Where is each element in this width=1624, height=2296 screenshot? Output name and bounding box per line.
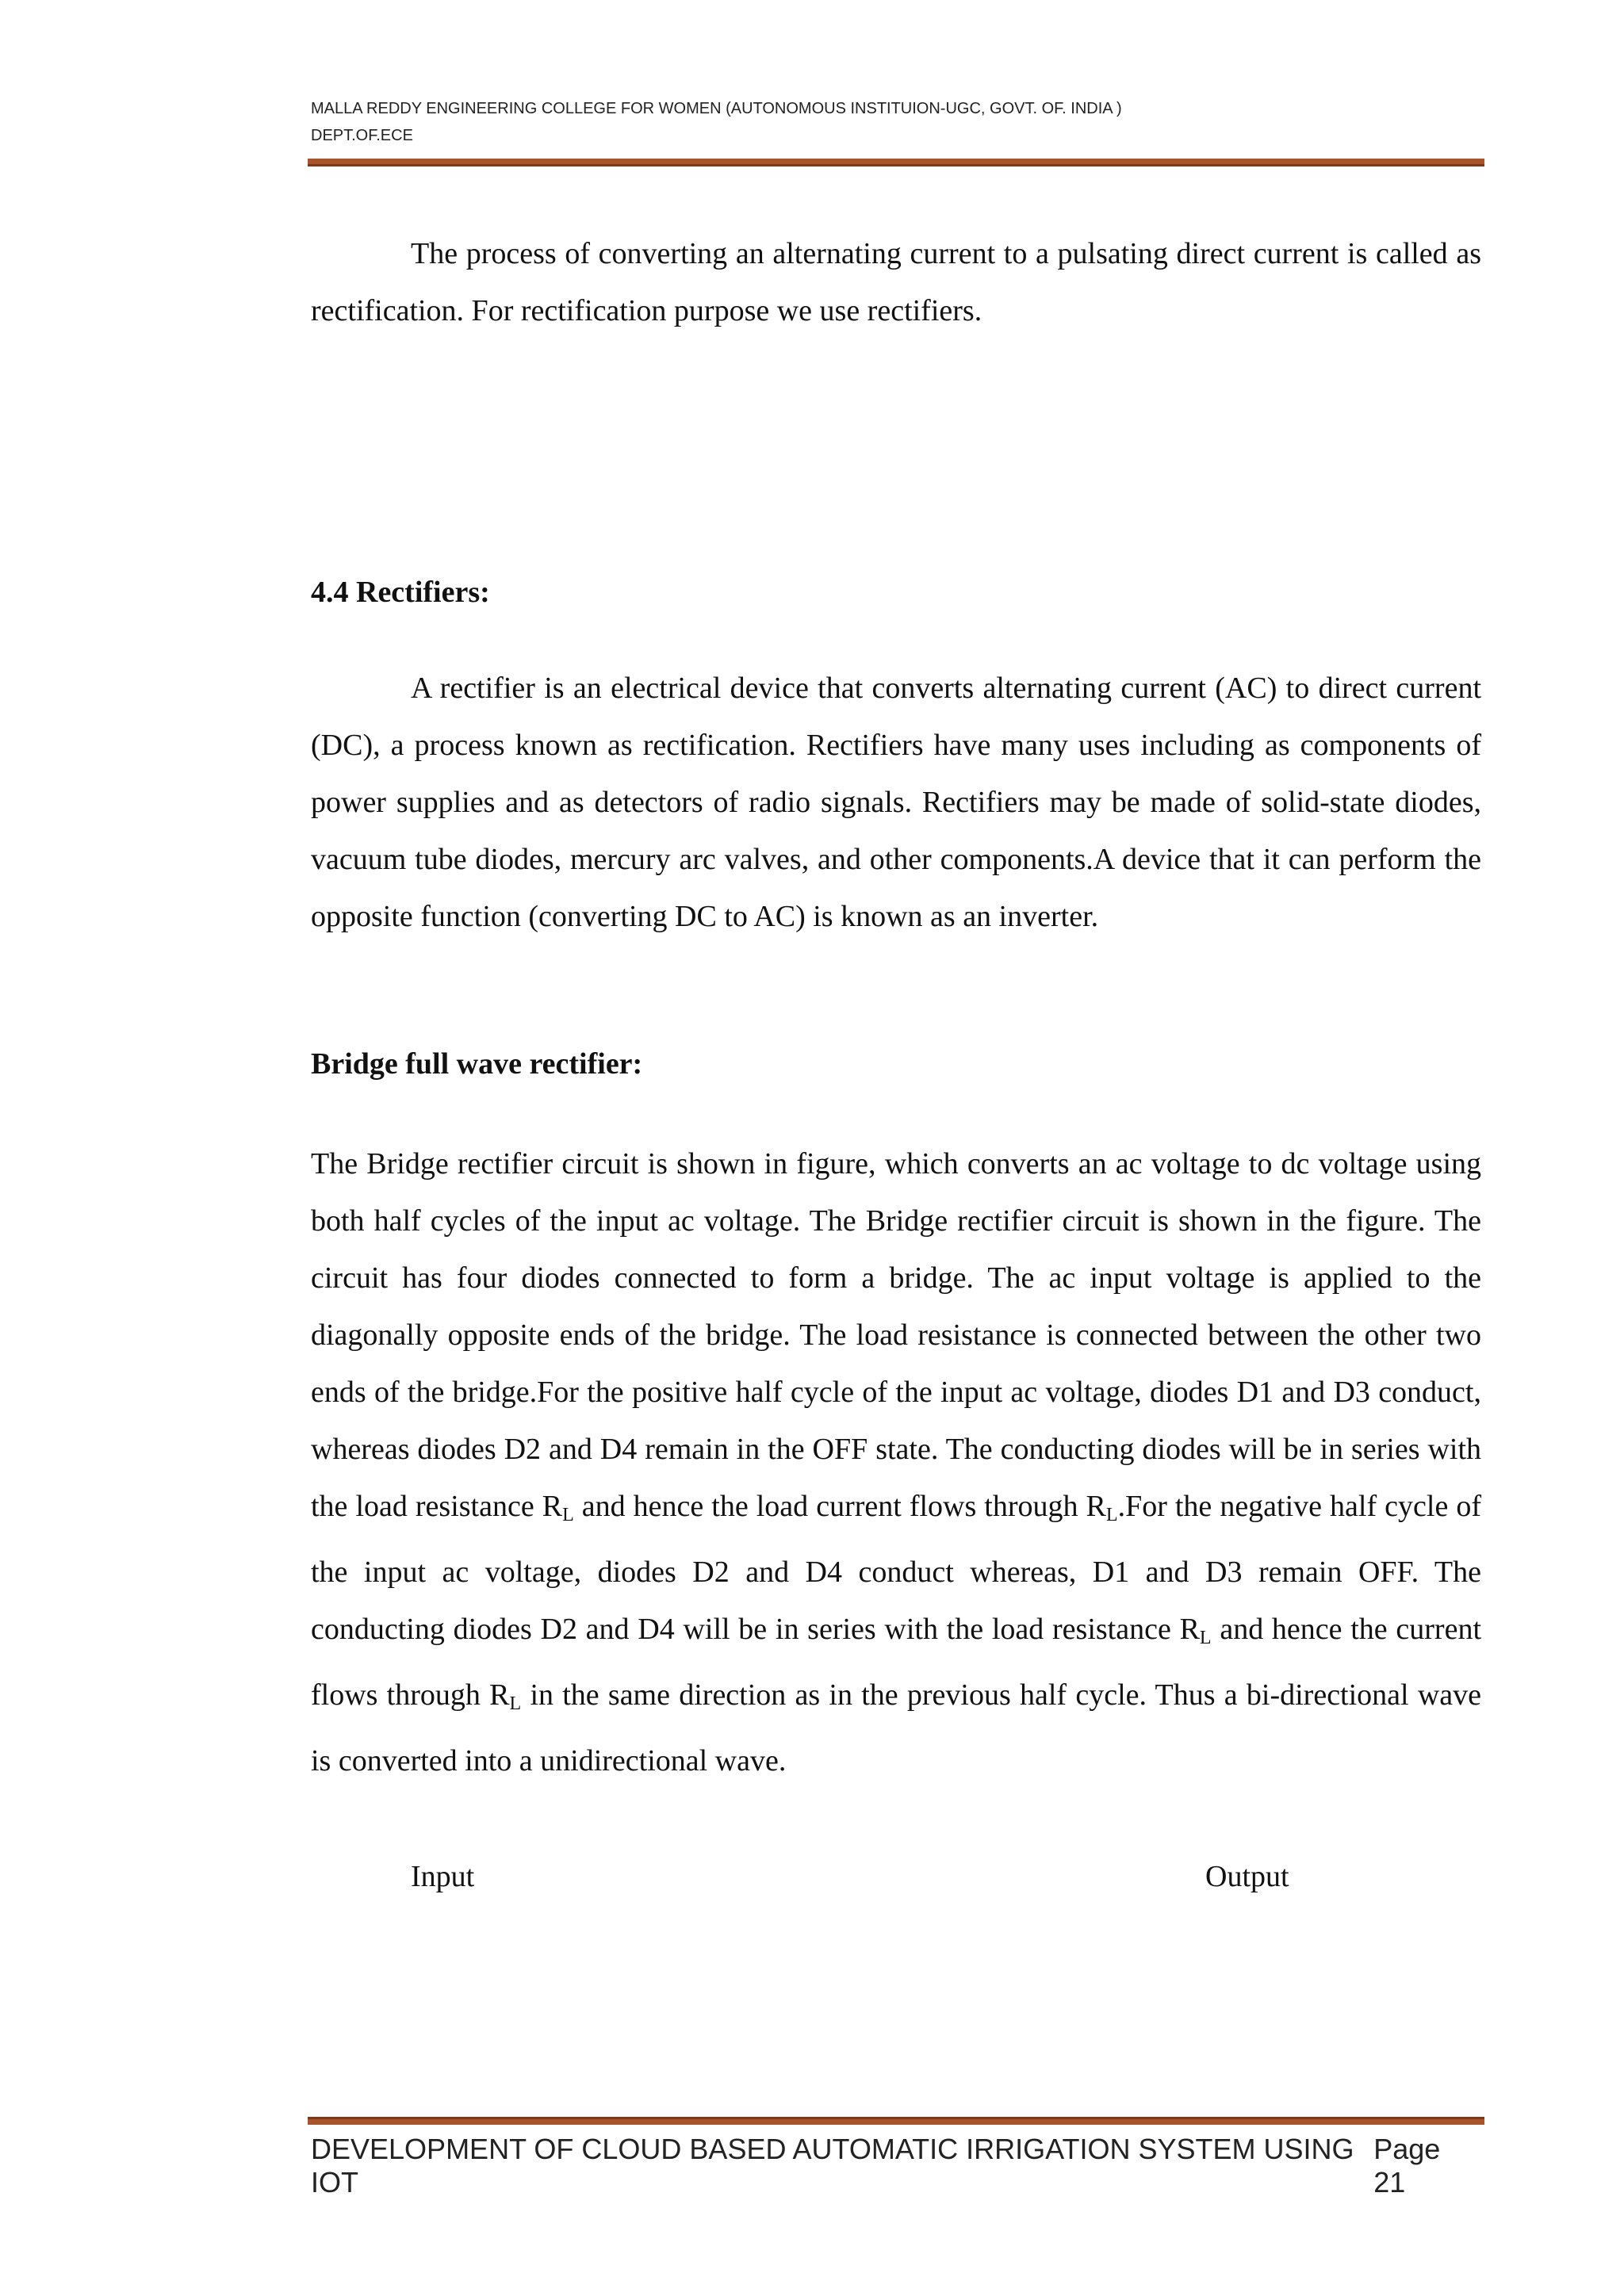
rl-symbol: $R_L$ [489, 1678, 522, 1714]
intro-paragraph: The process of converting an alternating current to a pulsating direct current is called as rectification. For rectification purpose we use rectifiers. [311, 237, 1481, 327]
rectifier-paragraph: A rectifier is an electrical device that converts alternating current (AC) to direct current (DC), a process known as rectification. Rectifiers have many uses including as components of power supplies and as detectors of radio signals. Rectifiers may be made of solid-state diodes, vacuum tube diodes, mercury arc valves, and other components.A device that it can perform the opposite function (converting DC to AC) is known as an inverter. [311, 672, 1481, 933]
bridge-text-2: and hence the load current flows through [581, 1490, 1078, 1523]
footer-title: DEVELOPMENT OF CLOUD BASED AUTOMATIC IRRIGATION SYSTEM USING IOT [311, 2133, 1354, 2198]
section-heading-rectifiers: 4.4 Rectifiers: [311, 576, 490, 609]
header-rule [308, 159, 1484, 166]
bridge-heading: Bridge full wave rectifier: [311, 1047, 643, 1081]
footer-rule [308, 2117, 1484, 2125]
rl-symbol: $R_L$ [1179, 1613, 1212, 1648]
bridge-text-5: in the same direction as in the previous half cycle. Thus a bi-directional wave is converted into a unidirectional wave. [311, 1678, 1482, 1777]
rl-symbol: $R_L$ [1086, 1490, 1118, 1525]
header-department: DEPT.OF.ECE [311, 127, 413, 144]
rl-symbol: $R_L$ [542, 1490, 574, 1525]
page-footer [311, 2133, 1477, 2199]
bridge-text-1: The Bridge rectifier circuit is shown in figure, which converts an ac voltage to dc voltage using both half cycles of the input ac voltage. The Bridge rectifier circuit is shown in the figure. The circuit has four diodes connected to form a bridge. The ac input voltage is applied to the diagonally opposite ends of the bridge. The load resistance is connected between the other two ends of the bridge.For the positive half cycle of the input ac voltage, diodes D1 and D3 conduct, whereas diodes D2 and D4 remain in the OFF state. The conducting diodes will be in series with the load resistance [311, 1147, 1481, 1523]
bridge-paragraph [311, 1135, 1481, 1789]
output-caption: Output [1205, 1860, 1289, 1893]
bridge-text-3: .For the negative half cycle of the input ac voltage, diodes D2 and D4 conduct whereas, D1 and D3 remain OFF. The conducting diodes D2 and D4 will be in series with the load resistance [311, 1490, 1481, 1646]
input-caption: Input [411, 1860, 475, 1893]
header-institution: MALLA REDDY ENGINEERING COLLEGE FOR WOMEN (AUTONOMOUS INSTITUION-UGC, GOVT. OF. INDIA ) [311, 100, 1122, 117]
page-number: Page 21 [1373, 2133, 1441, 2198]
bridge-text-4: and hence the current flows through [311, 1613, 1481, 1712]
page-header [311, 95, 1484, 149]
